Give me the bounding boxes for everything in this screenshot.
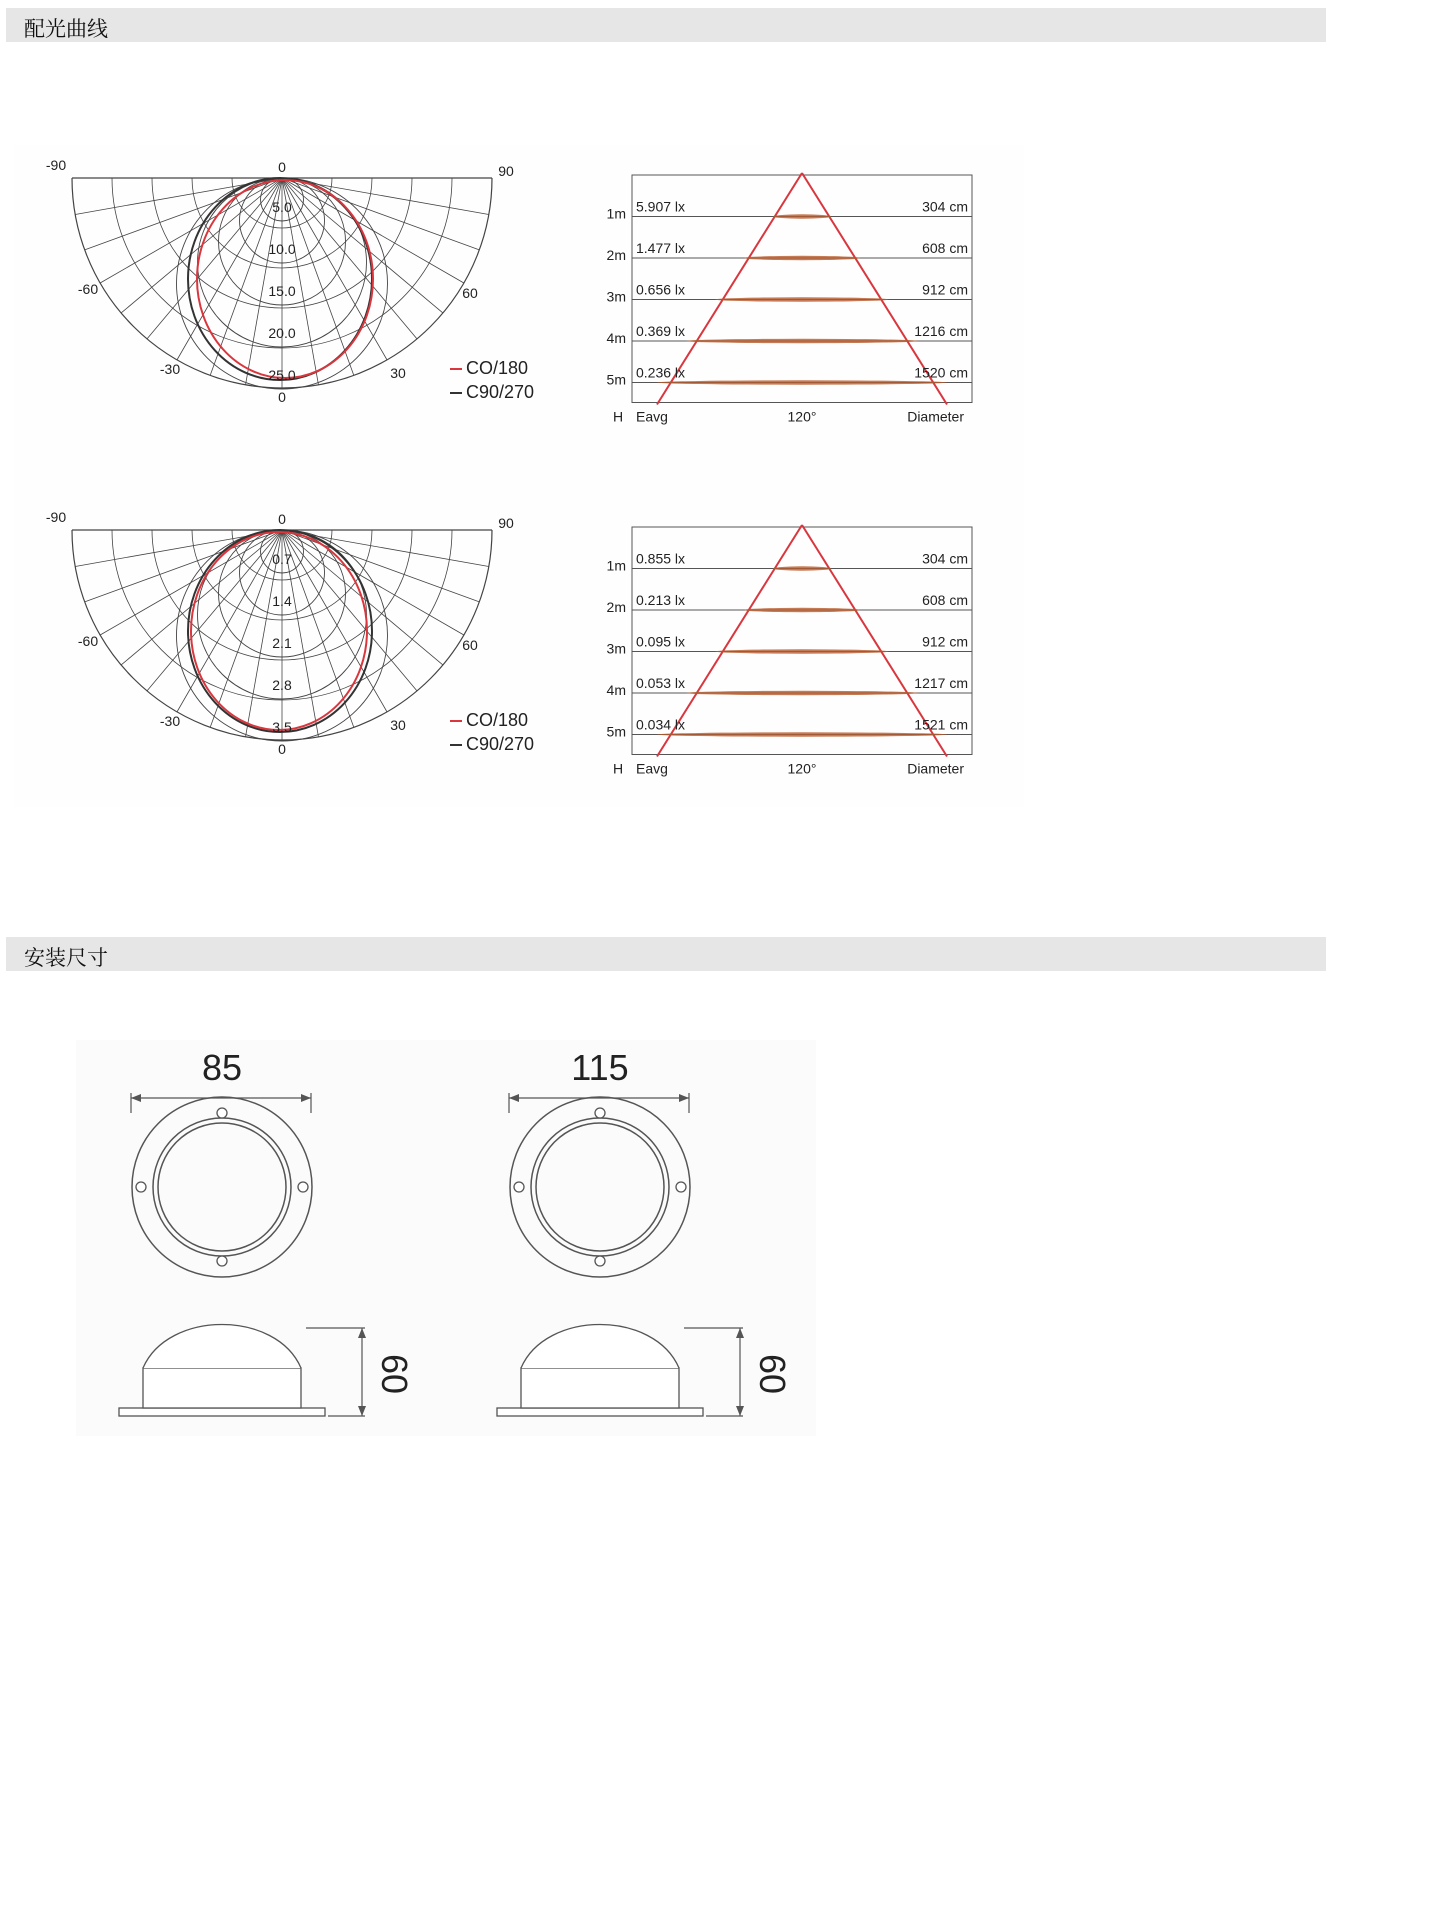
mounting-hole xyxy=(514,1182,524,1192)
lens-inner xyxy=(158,1123,286,1251)
cone-spot xyxy=(686,691,918,695)
angle-label-minus-90: -90 xyxy=(45,509,67,525)
dimension-height-label: 60 xyxy=(752,1353,793,1395)
cone-height-label: 3m xyxy=(606,288,626,305)
mounting-hole xyxy=(217,1256,227,1266)
flange-outer xyxy=(510,1097,690,1277)
cone-footer-diameter: Diameter xyxy=(907,408,964,425)
cone-diameter-label: 1521 cm xyxy=(914,716,968,733)
cone-eavg-label: 1.477 lx xyxy=(636,240,686,256)
mounting-hole xyxy=(676,1182,686,1192)
height-arrow-top xyxy=(736,1328,744,1338)
fixture-drawing-85 xyxy=(119,1047,415,1416)
ring-label: 3.5 xyxy=(272,719,292,735)
cone-spot xyxy=(657,380,947,384)
cone-eavg-label: 0.095 lx xyxy=(636,633,686,650)
cone-diameter-label: 912 cm xyxy=(922,281,968,298)
cone-height-label: 4m xyxy=(606,330,626,346)
angle-label-minus-30: -30 xyxy=(159,361,181,377)
cone-diameter-label: 1217 cm xyxy=(914,675,968,691)
dim-arrow-right xyxy=(679,1094,689,1102)
section-title: 安装尺寸 xyxy=(24,946,108,970)
cone-spot xyxy=(715,649,889,653)
base-plate xyxy=(497,1408,703,1416)
base-plate xyxy=(119,1408,325,1416)
mounting-hole xyxy=(217,1108,227,1118)
cone-eavg-label: 0.369 lx xyxy=(636,323,686,339)
angle-label-0: 0 xyxy=(278,159,286,175)
housing-body xyxy=(521,1368,679,1408)
cone-footer-eavg: Eavg xyxy=(636,760,668,777)
illuminance-cone-chart-2 xyxy=(607,525,972,777)
angle-label-30: 30 xyxy=(390,365,406,381)
lens-ring xyxy=(153,1118,291,1256)
cone-footer-eavg: Eavg xyxy=(636,408,668,425)
cone-footer-angle: 120° xyxy=(787,408,817,425)
lens-ring xyxy=(531,1118,669,1256)
dome-lens xyxy=(521,1325,679,1369)
cone-footer-diameter: Diameter xyxy=(907,760,964,777)
ring-label: 2.8 xyxy=(272,677,292,693)
cone-eavg-label: 0.656 lx xyxy=(636,281,686,298)
cone-height-label: 4m xyxy=(606,682,626,698)
angle-label-60: 60 xyxy=(462,637,478,653)
polar-spoke xyxy=(85,178,282,250)
cone-height-label: 1m xyxy=(606,205,626,222)
angle-label-60: 60 xyxy=(462,285,478,301)
polar-spoke xyxy=(210,530,282,727)
angle-label-0-bottom: 0 xyxy=(278,741,286,757)
polar-chart-1 xyxy=(46,157,534,405)
cone-diameter-label: 304 cm xyxy=(922,198,968,215)
height-arrow-bottom xyxy=(358,1406,366,1416)
angle-label-0-bottom: 0 xyxy=(278,389,286,405)
ring-label: 20.0 xyxy=(268,325,296,341)
mounting-hole xyxy=(595,1256,605,1266)
angle-label-30: 30 xyxy=(390,717,406,733)
cone-height-label: 1m xyxy=(606,557,626,574)
cone-height-label: 5m xyxy=(606,723,626,740)
dome-lens xyxy=(143,1325,301,1369)
cone-spot xyxy=(657,732,947,736)
fixture-drawing-115 xyxy=(497,1047,793,1416)
polar-spoke xyxy=(282,178,443,313)
ring-label: 0.7 xyxy=(272,551,292,567)
cone-spot xyxy=(744,608,860,612)
legend-label: CO/180 xyxy=(466,358,529,378)
dimension-width-label: 85 xyxy=(201,1047,243,1088)
polar-spoke xyxy=(121,530,282,665)
cone-eavg-label: 0.855 lx xyxy=(636,550,686,567)
legend-label: CO/180 xyxy=(466,710,529,730)
illuminance-cone-chart-1 xyxy=(607,173,972,425)
cone-eavg-label: 0.053 lx xyxy=(636,675,686,691)
cone-eavg-label: 0.213 lx xyxy=(636,592,686,608)
polar-spoke xyxy=(282,178,354,375)
mounting-hole xyxy=(136,1182,146,1192)
section-title: 配光曲线 xyxy=(24,17,108,41)
housing-body xyxy=(143,1368,301,1408)
legend-label: C90/270 xyxy=(466,734,535,754)
cone-footer-h: H xyxy=(612,760,624,777)
polar-spoke xyxy=(282,178,479,250)
cone-diameter-label: 608 cm xyxy=(922,240,968,256)
dim-arrow-left xyxy=(509,1094,519,1102)
dimension-height-label: 60 xyxy=(374,1353,415,1395)
angle-label-90: 90 xyxy=(498,515,514,531)
height-arrow-bottom xyxy=(736,1406,744,1416)
ring-label: 15.0 xyxy=(268,283,296,299)
angle-label-minus-60: -60 xyxy=(77,633,99,649)
photometric-charts xyxy=(0,0,1449,900)
dimension-drawings xyxy=(0,1000,1449,1460)
angle-label-0: 0 xyxy=(278,511,286,527)
cone-footer-angle: 120° xyxy=(787,760,817,777)
dim-arrow-right xyxy=(301,1094,311,1102)
ring-label: 1.4 xyxy=(272,593,292,609)
dimension-width-label: 115 xyxy=(571,1047,629,1088)
polar-spoke xyxy=(282,530,479,602)
angle-label-minus-60: -60 xyxy=(77,281,99,297)
cone-eavg-label: 0.236 lx xyxy=(636,364,686,381)
cone-spot xyxy=(744,256,860,260)
angle-label-minus-90: -90 xyxy=(45,157,67,173)
ring-label: 5.0 xyxy=(272,199,292,215)
angle-label-90: 90 xyxy=(498,163,514,179)
height-arrow-top xyxy=(358,1328,366,1338)
cone-diameter-label: 304 cm xyxy=(922,550,968,567)
section-header-installation-size xyxy=(6,937,1326,971)
polar-spoke xyxy=(85,530,282,602)
cone-spot xyxy=(715,297,889,301)
cone-spot xyxy=(773,214,831,218)
cone-eavg-label: 0.034 lx xyxy=(636,716,686,733)
cone-diameter-label: 1216 cm xyxy=(914,323,968,339)
mounting-hole xyxy=(595,1108,605,1118)
mounting-hole xyxy=(298,1182,308,1192)
lens-inner xyxy=(536,1123,664,1251)
dim-arrow-left xyxy=(131,1094,141,1102)
cone-diameter-label: 912 cm xyxy=(922,633,968,650)
cone-height-label: 2m xyxy=(606,599,626,615)
cone-diameter-label: 608 cm xyxy=(922,592,968,608)
cone-height-label: 5m xyxy=(606,371,626,388)
flange-outer xyxy=(132,1097,312,1277)
cone-eavg-label: 5.907 lx xyxy=(636,198,686,215)
cone-footer-h: H xyxy=(612,408,624,425)
ring-label: 25.0 xyxy=(268,367,296,383)
cone-diameter-label: 1520 cm xyxy=(914,364,968,381)
cone-spot xyxy=(773,566,831,570)
angle-label-minus-30: -30 xyxy=(159,713,181,729)
polar-chart-2 xyxy=(46,509,534,757)
cone-height-label: 2m xyxy=(606,247,626,263)
ring-label: 10.0 xyxy=(268,241,296,257)
cone-height-label: 3m xyxy=(606,640,626,657)
ring-label: 2.1 xyxy=(272,635,292,651)
legend-label: C90/270 xyxy=(466,382,535,402)
cone-spot xyxy=(686,339,918,343)
